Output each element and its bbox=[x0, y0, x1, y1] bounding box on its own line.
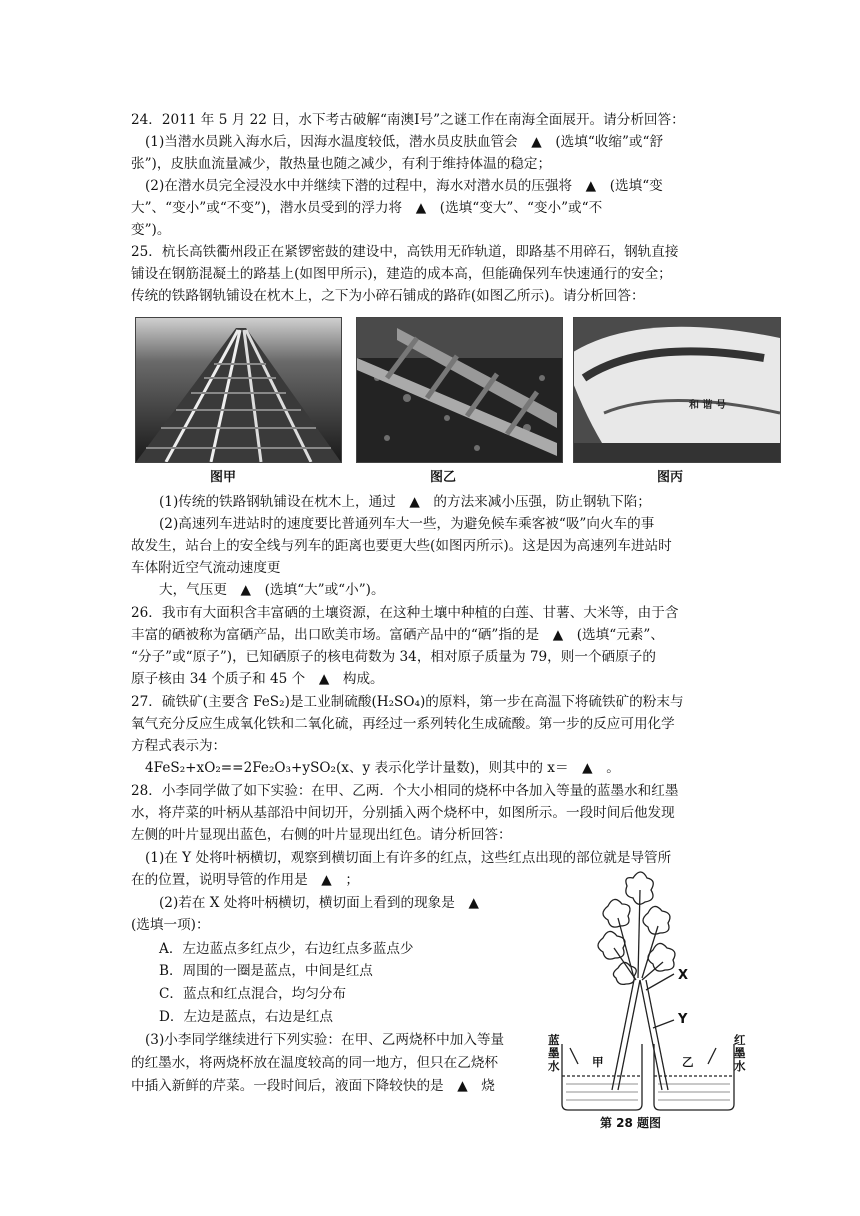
label-jia: 甲 bbox=[592, 1055, 604, 1069]
q28-option-c: C．蓝点和红点混合，均匀分布 bbox=[159, 986, 347, 1002]
q26-line1: 26．我市有大面积含丰富硒的土壤资源，在这种土壤中种植的白莲、甘薯、大米等，由于含 bbox=[131, 605, 679, 621]
celery-experiment-figure bbox=[548, 868, 748, 1130]
q25-part2-line3: 车体附近空气流动速度更 bbox=[131, 560, 281, 576]
celery-leaves bbox=[598, 872, 675, 984]
q25-part2-line4: 大，气压更 ▲ (选填“大”或“小”)。 bbox=[159, 582, 385, 598]
label-yi: 乙 bbox=[682, 1055, 694, 1069]
q24-part1-line2: 张”)，皮肤血流量减少，散热量也随之减少，有利于维持体温的稳定； bbox=[131, 156, 552, 172]
photo-ballast-track bbox=[356, 317, 563, 463]
label-red-ink: 红墨水 bbox=[734, 1033, 746, 1073]
q24-part2-line2: 大”、“变小”或“不变”)，潜水员受到的浮力将 ▲ (选填“变大”、“变小”或“不 bbox=[131, 200, 603, 216]
q26-line3: “分子”或“原子”)，已知硒原子的核电荷数为 34，相对原子质量为 79，则一个硒原子的 bbox=[131, 649, 656, 665]
q25-line3: 传统的铁路钢轨铺设在枕木上，之下为小碎石铺成的路砟(如图乙所示)。请分析回答： bbox=[131, 288, 645, 304]
q28-part2-line2: (选填一项)： bbox=[131, 917, 210, 933]
q28-part3-line1: (3)小李同学继续进行下列实验：在甲、乙两烧杯中加入等量 bbox=[145, 1032, 505, 1048]
q25-part2-line2: 故发生，站台上的安全线与列车的距离也要更大些(如图丙所示)。这是因为高速列车进站时 bbox=[131, 538, 672, 554]
train-logo-text: 和 谐 号 bbox=[689, 400, 726, 411]
q28-part3-line3: 中插入新鲜的芹菜。一段时间后，液面下降较快的是 ▲ 烧 bbox=[131, 1078, 495, 1094]
q28-part3-line2: 的红墨水，将两烧杯放在温度较高的同一地方，但只在乙烧杯 bbox=[131, 1055, 499, 1071]
q28-part1-line1: (1)在 Y 处将叶柄横切，观察到横切面上有许多的红点，这些红点出现的部位就是导管所 bbox=[145, 850, 672, 866]
caption-fig-a: 图甲 bbox=[210, 470, 237, 485]
q28-option-b: B．周围的一圈是蓝点，中间是红点 bbox=[159, 963, 373, 979]
q27-line1: 27．硫铁矿(主要含 FeS₂)是工业制硫酸(H₂SO₄)的原料，第一步在高温下将硫铁矿的粉末与 bbox=[131, 694, 684, 710]
q24-part2-line1: (2)在潜水员完全浸没水中并继续下潜的过程中，海水对潜水员的压强将 ▲ (选填“变 bbox=[145, 178, 663, 194]
q28-option-d: D．左边是蓝点，右边是红点 bbox=[159, 1009, 334, 1025]
q27-line2: 氧气充分反应生成氧化铁和二氧化硫，再经过一系列转化生成硫酸。第一步的反应可用化学 bbox=[131, 716, 675, 732]
q26-line4: 原子核由 34 个质子和 45 个 ▲ 构成。 bbox=[131, 671, 384, 687]
q24-part2-line3: 变”)。 bbox=[131, 222, 171, 238]
q28-line3: 左侧的叶片显现出蓝色，右侧的叶片显现出红色。请分析回答： bbox=[131, 827, 512, 843]
q25-part2-line1: (2)高速列车进站时的速度要比普通列车大一些，为避免候车乘客被“吸”向火车的事 bbox=[159, 516, 655, 532]
q27-line3: 方程式表示为： bbox=[131, 738, 227, 754]
figure-28-caption: 第 28 题图 bbox=[600, 1116, 662, 1130]
label-x: X bbox=[678, 968, 689, 983]
label-blue-ink: 蓝墨水 bbox=[548, 1033, 560, 1073]
q28-line1: 28．小李同学做了如下实验：在甲、乙两．个大小相同的烧杯中各加入等量的蓝墨水和红墨 bbox=[131, 783, 679, 799]
q25-line1: 25．杭长高铁衢州段正在紧锣密鼓的建设中，高铁用无砟轨道，即路基不用碎石，钢轨直接 bbox=[131, 244, 679, 260]
q25-part1: (1)传统的铁路钢轨铺设在枕木上，通过 ▲ 的方法来减小压强，防止钢轨下陷； bbox=[159, 494, 651, 510]
q24-part1-line1: (1)当潜水员跳入海水后，因海水温度较低，潜水员皮肤血管会 ▲ (选填“收缩”或“舒 bbox=[145, 134, 664, 150]
q28-part2-line1: (2)若在 X 处将叶柄横切，横切面上看到的现象是 ▲ bbox=[159, 895, 479, 911]
q25-line2: 铺设在钢筋混凝土的路基上(如图甲所示)，建造的成本高，但能确保列车快速通行的安全； bbox=[131, 266, 672, 282]
celery-diagram bbox=[548, 868, 748, 1130]
q27-equation: 4FeS₂+xO₂==2Fe₂O₃+ySO₂(x、y 表示化学计量数)，则其中的 x＝ ▲ 。 bbox=[145, 760, 620, 776]
photo-high-speed-train bbox=[573, 317, 781, 463]
q26-line2: 丰富的硒被称为富硒产品，出口欧美市场。富硒产品中的“硒”指的是 ▲ (选填“元素”、 bbox=[131, 627, 664, 643]
q28-line2: 水，将芹菜的叶柄从基部沿中间切开，分别插入两个烧杯中，如图所示。一段时间后他发现 bbox=[131, 805, 675, 821]
caption-fig-c: 图丙 bbox=[657, 470, 684, 485]
q24-heading: 24．2011 年 5 月 22 日，水下考古破解“南澳Ⅰ号”之谜工作在南海全面展开。请分析回答： bbox=[131, 112, 685, 128]
photo-slab-track bbox=[135, 317, 342, 463]
caption-fig-b: 图乙 bbox=[430, 470, 457, 485]
label-y: Y bbox=[678, 1012, 688, 1027]
q28-option-a: A．左边蓝点多红点少，右边红点多蓝点少 bbox=[159, 941, 414, 957]
q28-part1-line2: 在的位置，说明导管的作用是 ▲ ； bbox=[131, 872, 359, 888]
